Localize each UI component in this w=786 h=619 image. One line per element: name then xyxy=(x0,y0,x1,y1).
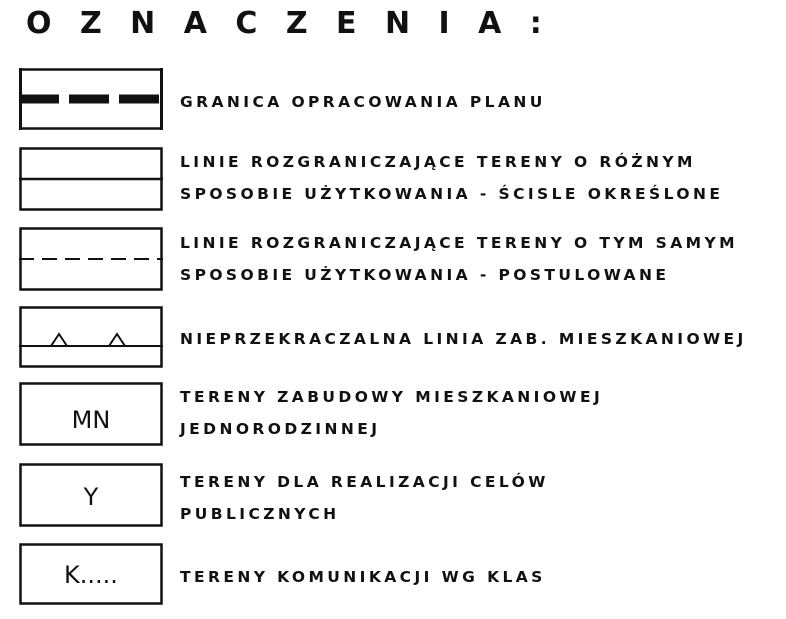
legend-symbol-plan-boundary xyxy=(19,68,163,130)
legend-symbol-k xyxy=(19,543,163,605)
legend-symbol-solid-line xyxy=(19,147,163,211)
legend-symbol-mn xyxy=(19,382,163,446)
zone-code-y: Y xyxy=(83,483,99,511)
legend-symbol-y xyxy=(19,463,163,527)
zone-code-mn: MN xyxy=(71,406,111,434)
legend-label-building-line: NIEPRZEKRACZALNA LINIA ZAB. MIESZKANIOWEJ xyxy=(180,330,747,348)
legend-label-k: TERENY KOMUNIKACJI WG KLAS xyxy=(180,568,546,586)
legend-symbol-building-line xyxy=(19,306,163,368)
legend-label-dashed-line: LINIE ROZGRANICZAJĄCE TERENY O TYM SAMYM SPOSOBIE UŻYTKOWANIA - POSTULOWANE xyxy=(180,234,738,284)
legend-label-mn: TERENY ZABUDOWY MIESZKANIOWEJ JEDNORODZINNEJ xyxy=(180,388,604,438)
legend-label-y: TERENY DLA REALIZACJI CELÓW PUBLICZNYCH xyxy=(180,473,549,523)
legend-symbol-dashed-line xyxy=(19,227,163,291)
page-title: O Z N A C Z E N I A : xyxy=(26,6,551,41)
legend-label-solid-line: LINIE ROZGRANICZAJĄCE TERENY O RÓŻNYM SPOSOBIE UŻYTKOWANIA - ŚCISLE OKREŚLONE xyxy=(180,153,724,203)
zone-code-k: K..... xyxy=(64,561,118,589)
legend-label-plan-boundary: GRANICA OPRACOWANIA PLANU xyxy=(180,93,546,111)
